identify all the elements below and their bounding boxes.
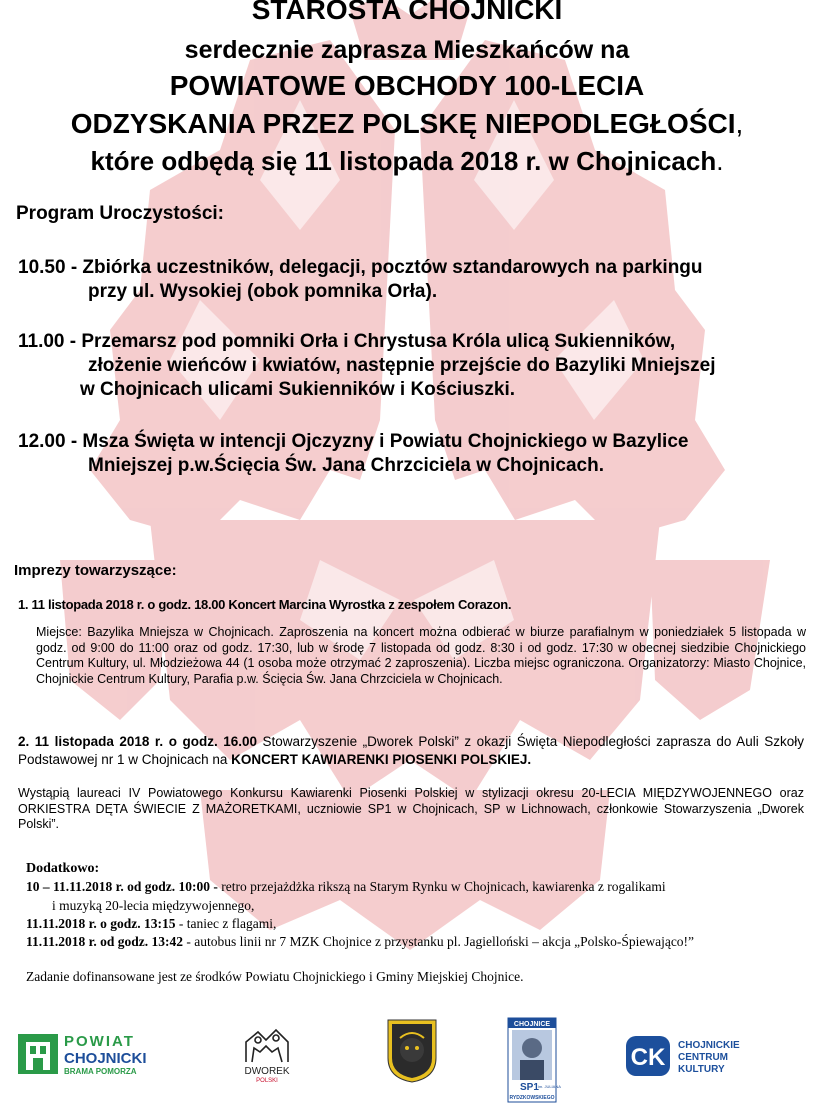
additional-item	[26, 916, 276, 932]
event1-title: 1. 11 listopada 2018 r. o godz. 18.00 Koncert Marcina Wyrostka z zespołem Corazon.	[18, 597, 512, 612]
additional-item	[26, 879, 806, 895]
cck-logo-line2: CENTRUM	[678, 1052, 728, 1063]
header-date-punct: .	[716, 146, 724, 176]
sp1-logo-bottom: SP1	[520, 1082, 539, 1093]
program-item-line: 10.50 - Zbiórka uczestników, delegacji, pocztów sztandarowych na parkingu	[18, 257, 703, 278]
header-event-line2	[0, 108, 814, 140]
additional-item-text: - taniec z flagami,	[175, 916, 277, 931]
additional-item-date: 10 – 11.11.2018 r. od godz. 10:00 -	[26, 879, 218, 894]
events-title: Imprezy towarzyszące:	[14, 562, 177, 579]
powiat-logo-line1: POWIAT	[64, 1033, 135, 1050]
additional-item	[26, 934, 694, 950]
additional-item-date: 11.11.2018 r. o godz. 13:15	[26, 916, 176, 931]
chojnickie-centrum-kultury-logo	[626, 1034, 766, 1078]
program-item	[18, 256, 808, 304]
sp1-chojnice-logo	[508, 1018, 561, 1102]
header-date-text: które odbędą się 11 listopada 2018 r. w Chojnicach	[90, 146, 717, 176]
event2-paragraph	[18, 733, 804, 769]
sp1-logo-top: CHOJNICE	[513, 1021, 551, 1028]
event2-description: Wystąpią laureaci IV Powiatowego Konkursu Kawiarenki Piosenki Polskiej w stylizacji okresu 20-LECIA MIĘDZYWOJENNEGO oraz ORKIESTRA DĘTA ŚWIECIE Z MAŻORETKAMI, uczniowie SP1 w Chojnicach, SP w Lichnowach, członkowie Stowarzyszenia „Dworek Polski”.	[18, 786, 804, 831]
dworek-logo-line1: DWOREK	[244, 1066, 290, 1077]
sp1-logo-name: RYDZKOWSKIEGO	[509, 1095, 555, 1101]
cck-logo-letters: CK	[630, 1044, 666, 1071]
program-item-line: 11.00 - Przemarsz pod pomniki Orła i Chrystusa Króla ulicą Sukienników,	[18, 331, 676, 352]
header-event-line2-punct: ,	[735, 108, 744, 139]
additional-item-text: retro przejażdżka rikszą na Starym Rynku w Chojnicach, kawiarenka z rogalikami	[217, 879, 666, 894]
program-item-line: Mniejszej p.w.Ścięcia Św. Jana Chrzciciela w Chojnicach.	[88, 455, 604, 476]
coat-of-arms-logo	[386, 1018, 438, 1084]
funding-note: Zadanie dofinansowane jest ze środków Powiatu Chojnickiego i Gminy Miejskiej Chojnice.	[26, 969, 524, 984]
program-item-line: 12.00 - Msza Święta w intencji Ojczyzny i Powiatu Chojnickiego w Bazylice	[18, 431, 689, 452]
header-title: STAROSTA CHOJNICKI	[251, 0, 563, 25]
additional-item-continuation: i muzyką 20-lecia międzywojennego,	[52, 898, 255, 913]
program-item	[18, 430, 808, 478]
event2-concert-name: KONCERT KAWIARENKI PIOSENKI POLSKIEJ.	[231, 752, 532, 767]
additional-item-date: 11.11.2018 r. od godz. 13:42	[26, 934, 184, 949]
header-invitation: serdecznie zaprasza Mieszkańców na	[184, 36, 630, 64]
header-event-line1: POWIATOWE OBCHODY 100-LECIA	[169, 70, 645, 101]
powiat-logo-line3: BRAMA POMORZA	[64, 1067, 137, 1076]
powiat-logo-line2: CHOJNICKI	[64, 1050, 147, 1067]
sp1-logo-small: im. JULIANA	[538, 1084, 561, 1089]
dworek-logo-line2: POLSKI	[256, 1078, 278, 1084]
event2-date: 2. 11 listopada 2018 r. o godz. 16.00	[18, 734, 258, 749]
program-item	[18, 330, 808, 402]
additional-item-text: - autobus linii nr 7 MZK Chojnice z przystanku pl. Jagielloński – akcja „Polsko-Śpiewająco!”	[183, 934, 695, 949]
dworek-polski-logo	[232, 1022, 302, 1084]
event1-description: Miejsce: Bazylika Mniejsza w Chojnicach. Zaproszenia na koncert można odbierać w biurze parafialnym w poniedziałek 5 listopada w godz. od 9:00 do 11:00 oraz od godz. 17:30, lub w środę 7 listopada od godz. 8:30 i od godz. 17:30 w obecnej siedzibie Chojnickiego Centrum Kultury, ul. Młodzieżowa 44 (1 osoba może otrzymać 2 zaproszenia). Liczba miejsc ograniczona. Organizatorzy: Miasto Chojnice, Chojnickie Centrum Kultury, Parafia p.w. Ścięcia Św. Jana Chrzciciela w Chojnicach.	[36, 625, 806, 686]
program-item-line: przy ul. Wysokiej (obok pomnika Orła).	[88, 281, 438, 302]
program-item-line: złożenie wieńców i kwiatów, następnie przejście do Bazyliki Mniejszej	[88, 355, 716, 376]
header-event-line2-text: ODZYSKANIA PRZEZ POLSKĘ NIEPODLEGŁOŚCI	[70, 108, 736, 139]
header-date-line	[0, 146, 814, 177]
program-title: Program Uroczystości:	[16, 203, 225, 224]
event2-text: Stowarzyszenie „Dworek Polski” z okazji Święta Niepodległości zaprasza do Auli Szkoły Podstawowej nr 1 w Chojnicach na	[18, 734, 804, 767]
additional-title: Dodatkowo:	[26, 861, 100, 876]
program-item-line: w Chojnicach ulicami Sukienników i Kościuszki.	[80, 379, 515, 400]
powiat-chojnicki-logo	[18, 1030, 168, 1078]
cck-logo-line3: KULTURY	[678, 1064, 725, 1075]
cck-logo-line1: CHOJNICKIE	[678, 1040, 740, 1051]
